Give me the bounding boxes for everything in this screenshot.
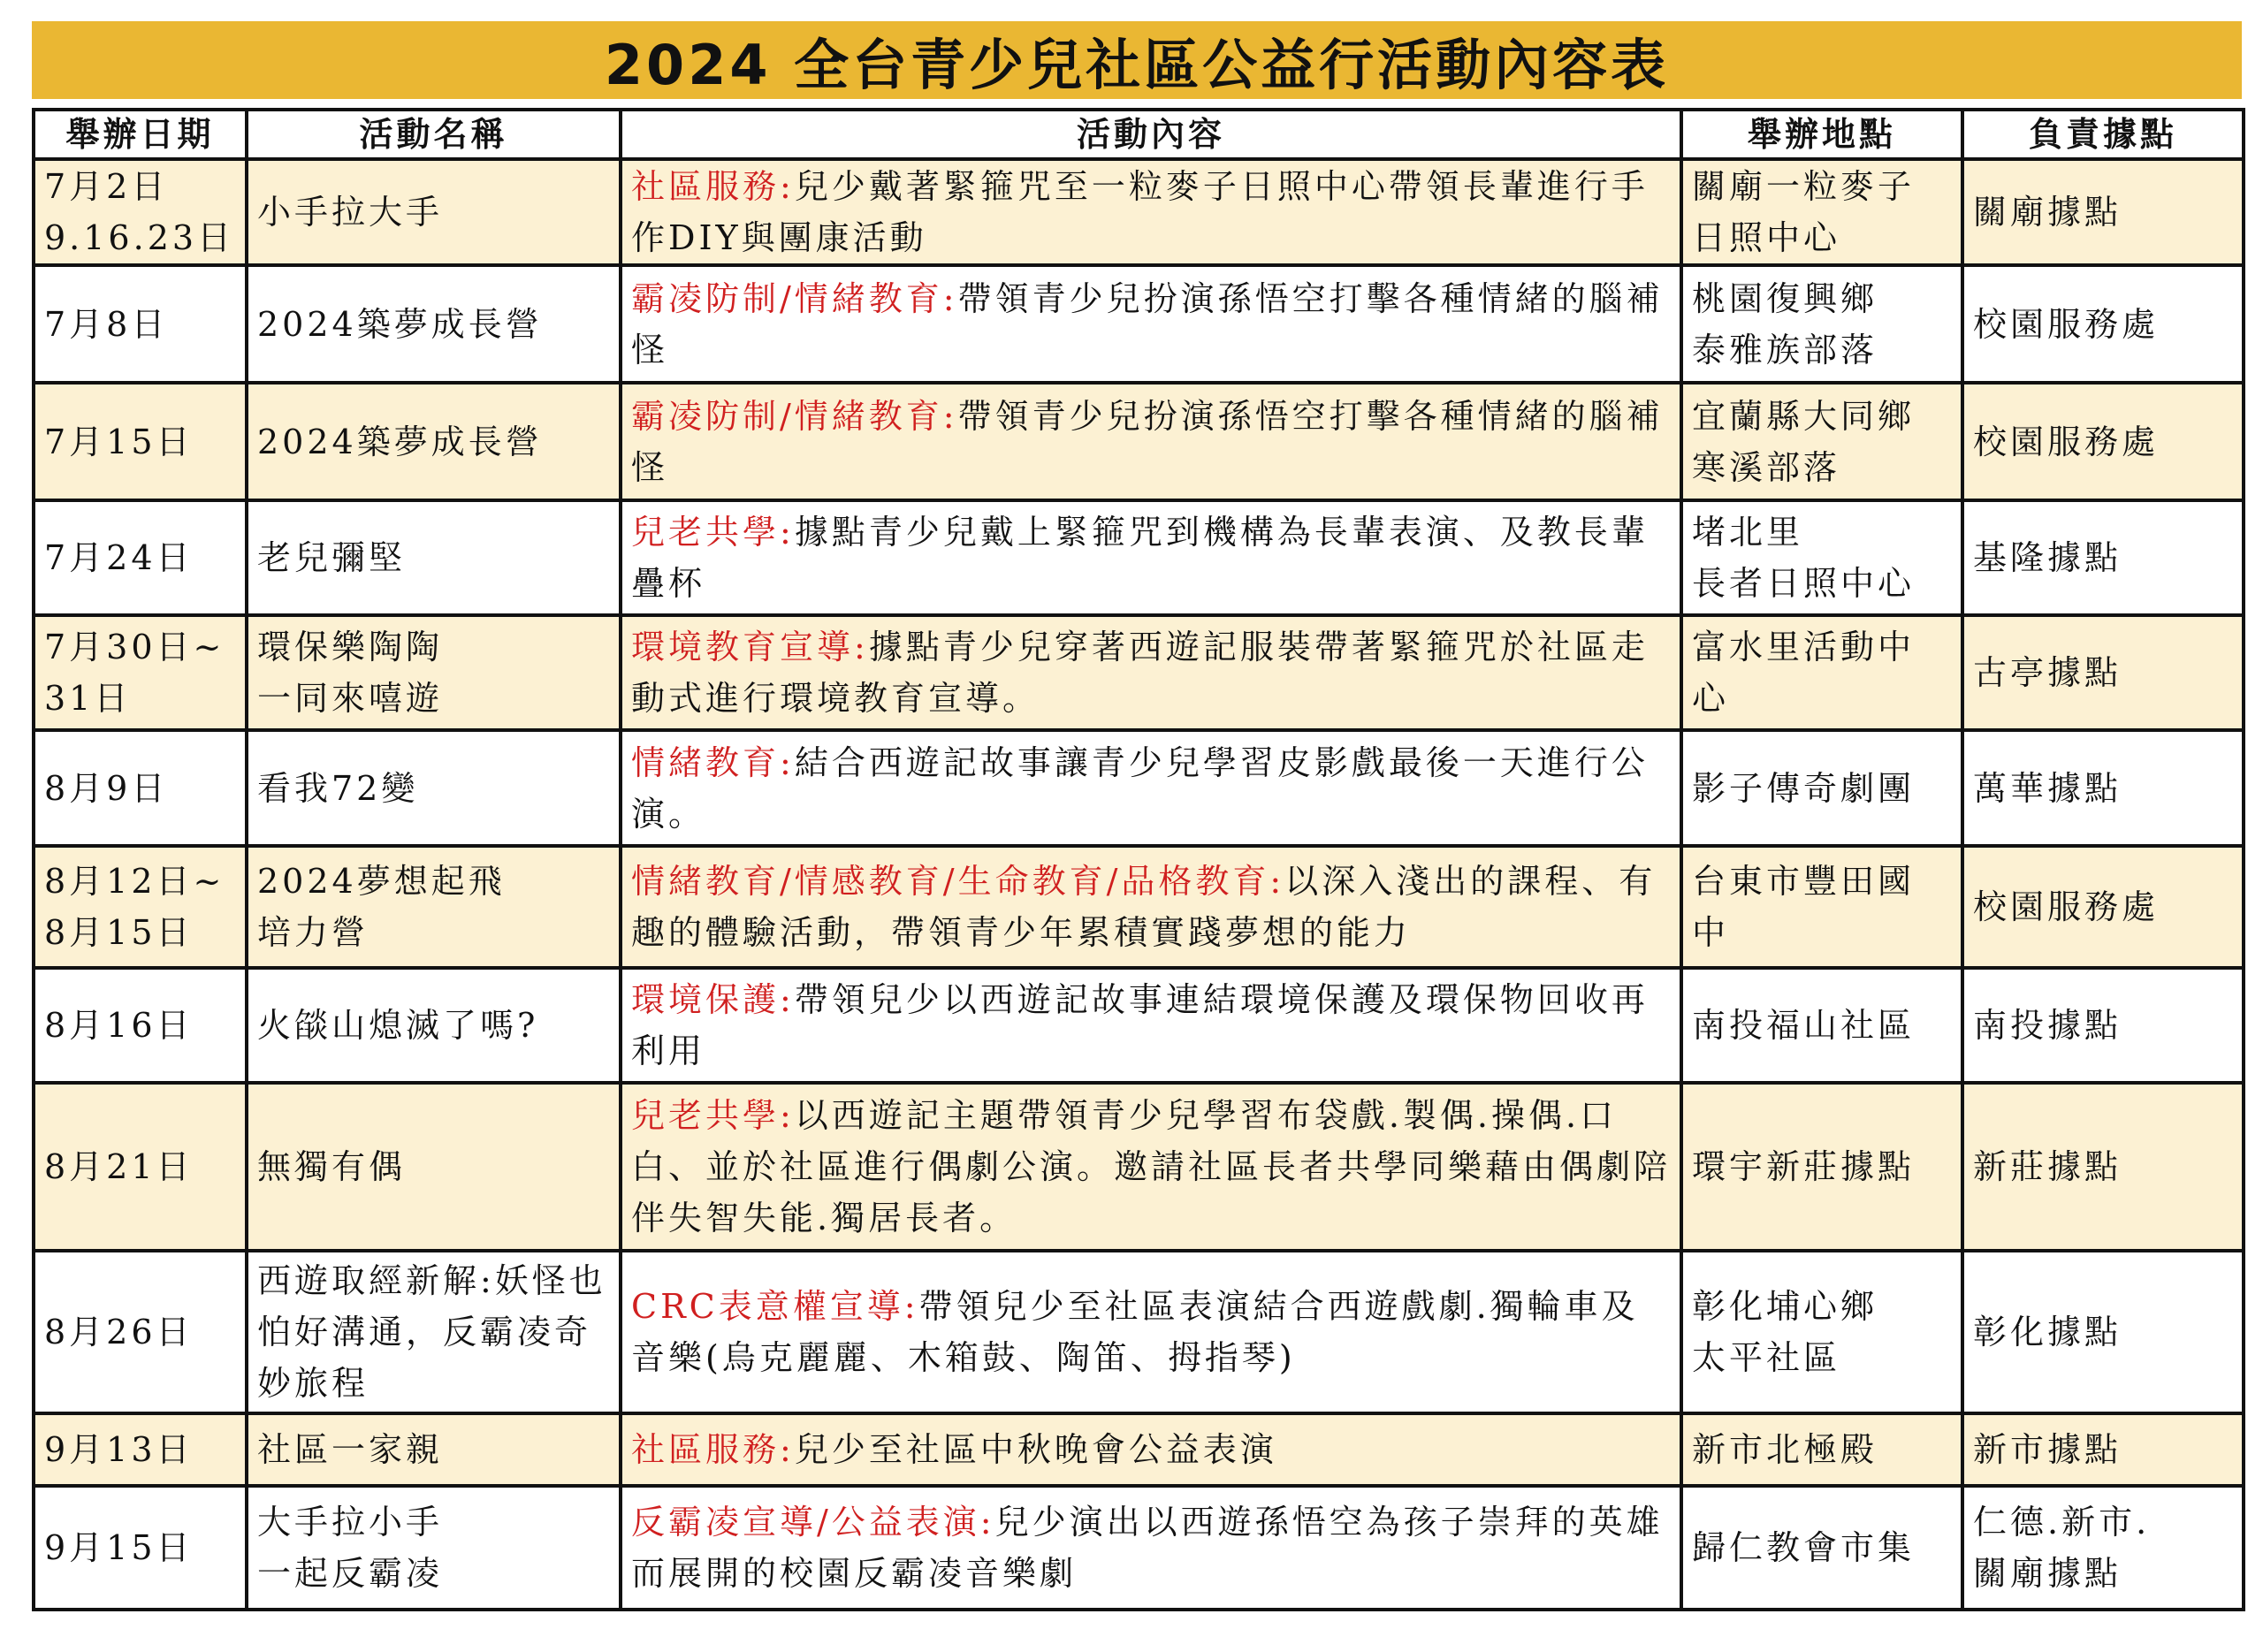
row-category: 情緒教育: — [631, 742, 795, 782]
table-row — [34, 500, 2244, 615]
row-owner: 校園服務處 — [1962, 265, 2244, 383]
row-description: 帶領青少兒扮演孫悟空打擊各種情緒的腦補怪 — [631, 396, 1664, 487]
row-name: 火燄山熄滅了嗎? — [247, 968, 621, 1083]
row-content — [621, 846, 1681, 968]
row-name: 看我72變 — [247, 730, 621, 846]
row-owner: 萬華據點 — [1962, 730, 2244, 846]
row-venue: 富水里活動中 心 — [1681, 615, 1962, 730]
row-owner: 古亭據點 — [1962, 615, 2244, 730]
row-owner: 仁德.新市. 關廟據點 — [1962, 1486, 2244, 1610]
row-venue: 桃園復興鄉 泰雅族部落 — [1681, 265, 1962, 383]
row-content — [621, 968, 1681, 1083]
row-content — [621, 1251, 1681, 1413]
row-owner: 校園服務處 — [1962, 846, 2244, 968]
table-row — [34, 383, 2244, 500]
row-date: 7月30日~ 31日 — [34, 615, 247, 730]
row-description: 帶領兒少以西遊記故事連結環境保護及環保物回收再利用 — [631, 980, 1649, 1070]
row-venue: 宜蘭縣大同鄉 寒溪部落 — [1681, 383, 1962, 500]
table-row — [34, 615, 2244, 730]
row-content — [621, 265, 1681, 383]
row-description: 兒少戴著緊箍咒至一粒麥子日照中心帶領長輩進行手作DIY與團康活動 — [631, 167, 1649, 257]
row-date: 7月2日 9.16.23日 — [34, 159, 247, 265]
row-venue: 關廟一粒麥子 日照中心 — [1681, 159, 1962, 265]
row-date: 7月24日 — [34, 500, 247, 615]
row-category: 反霸凌宣導/公益表演: — [631, 1503, 995, 1542]
row-venue: 環宇新莊據點 — [1681, 1083, 1962, 1251]
header-date: 舉辦日期 — [34, 110, 247, 159]
row-category: 情緒教育/情感教育/生命教育/品格教育: — [631, 862, 1285, 901]
table-row — [34, 1486, 2244, 1610]
row-description: 結合西遊記故事讓青少兒學習皮影戲最後一天進行公演。 — [631, 742, 1649, 834]
row-owner: 關廟據點 — [1962, 159, 2244, 265]
row-date: 8月12日~ 8月15日 — [34, 846, 247, 968]
header-name: 活動名稱 — [247, 110, 621, 159]
row-category: 霸凌防制/情緒教育: — [631, 396, 958, 436]
table-row — [34, 1083, 2244, 1251]
row-description: 帶領兒少至社區表演結合西遊戲劇.獨輪車及音樂(烏克麗麗、木箱鼓、陶笛、拇指琴) — [631, 1287, 1639, 1377]
row-category: CRC表意權宣導: — [631, 1287, 919, 1326]
row-category: 霸凌防制/情緒教育: — [631, 278, 958, 318]
table-row — [34, 846, 2244, 968]
table-row — [34, 1413, 2244, 1486]
row-content — [621, 500, 1681, 615]
row-venue: 新市北極殿 — [1681, 1413, 1962, 1486]
row-venue: 南投福山社區 — [1681, 968, 1962, 1083]
page-title: 2024 全台青少兒社區公益行活動內容表 — [604, 32, 1670, 97]
row-description: 兒少演出以西遊孫悟空為孩子崇拜的英雄而展開的校園反霸凌音樂劇 — [631, 1503, 1664, 1593]
row-owner: 新莊據點 — [1962, 1083, 2244, 1251]
row-date: 9月13日 — [34, 1413, 247, 1486]
header-owner: 負責據點 — [1962, 110, 2244, 159]
row-content — [621, 730, 1681, 846]
row-name: 2024築夢成長營 — [247, 265, 621, 383]
row-description: 據點青少兒戴上緊箍咒到機構為長輩表演、及教長輩疊杯 — [631, 513, 1649, 603]
header-venue: 舉辦地點 — [1681, 110, 1962, 159]
row-date: 8月26日 — [34, 1251, 247, 1413]
row-date: 8月9日 — [34, 730, 247, 846]
table-row — [34, 159, 2244, 265]
row-content — [621, 383, 1681, 500]
row-owner: 彰化據點 — [1962, 1251, 2244, 1413]
row-date: 8月16日 — [34, 968, 247, 1083]
row-name: 小手拉大手 — [247, 159, 621, 265]
row-owner: 南投據點 — [1962, 968, 2244, 1083]
row-category: 社區服務: — [631, 1430, 795, 1469]
table-row — [34, 730, 2244, 846]
row-owner: 新市據點 — [1962, 1413, 2244, 1486]
row-name: 環保樂陶陶 一同來嘻遊 — [247, 615, 621, 730]
row-owner: 校園服務處 — [1962, 383, 2244, 500]
row-name: 2024夢想起飛 培力營 — [247, 846, 621, 968]
table-row — [34, 968, 2244, 1083]
row-date: 7月15日 — [34, 383, 247, 500]
row-name: 西遊取經新解:妖怪也怕好溝通，反霸凌奇妙旅程 — [247, 1251, 621, 1413]
row-content — [621, 615, 1681, 730]
row-venue: 彰化埔心鄉 太平社區 — [1681, 1251, 1962, 1413]
row-name: 老兒彌堅 — [247, 500, 621, 615]
table-row — [34, 1251, 2244, 1413]
row-description: 帶領青少兒扮演孫悟空打擊各種情緒的腦補怪 — [631, 278, 1664, 369]
row-owner: 基隆據點 — [1962, 500, 2244, 615]
row-content — [621, 1486, 1681, 1610]
row-category: 環境教育宣導: — [631, 628, 869, 666]
row-venue: 台東市豐田國 中 — [1681, 846, 1962, 968]
row-content — [621, 159, 1681, 265]
row-date: 8月21日 — [34, 1083, 247, 1251]
row-category: 兒老共學: — [631, 1096, 795, 1135]
header-content: 活動內容 — [621, 110, 1681, 159]
row-description: 以深入淺出的課程、有趣的體驗活動，帶領青少年累積實踐夢想的能力 — [631, 862, 1657, 952]
row-venue: 影子傳奇劇團 — [1681, 730, 1962, 846]
row-category: 兒老共學: — [631, 513, 795, 552]
row-name: 2024築夢成長營 — [247, 383, 621, 500]
table-row — [34, 265, 2244, 383]
row-date: 9月15日 — [34, 1486, 247, 1610]
row-description: 兒少至社區中秋晚會公益表演 — [794, 1430, 1277, 1469]
row-name: 社區一家親 — [247, 1413, 621, 1486]
row-category: 環境保護: — [631, 980, 795, 1019]
row-venue: 歸仁教會市集 — [1681, 1486, 1962, 1610]
row-name: 大手拉小手 一起反霸凌 — [247, 1486, 621, 1610]
activity-table — [32, 108, 2245, 1611]
row-date: 7月8日 — [34, 265, 247, 383]
row-content — [621, 1413, 1681, 1486]
row-venue: 堵北里 長者日照中心 — [1681, 500, 1962, 615]
header-row — [34, 110, 2244, 159]
row-content — [621, 1083, 1681, 1251]
row-name: 無獨有偶 — [247, 1083, 621, 1251]
row-description: 據點青少兒穿著西遊記服裝帶著緊箍咒於社區走動式進行環境教育宣導。 — [631, 628, 1649, 718]
row-description: 以西遊記主題帶領青少兒學習布袋戲.製偶.操偶.口白、並於社區進行偶劇公演。邀請社區長者共學同樂藉由偶劇陪伴失智失能.獨居長者。 — [631, 1096, 1672, 1237]
row-category: 社區服務: — [631, 167, 795, 206]
title-bar — [32, 21, 2242, 99]
